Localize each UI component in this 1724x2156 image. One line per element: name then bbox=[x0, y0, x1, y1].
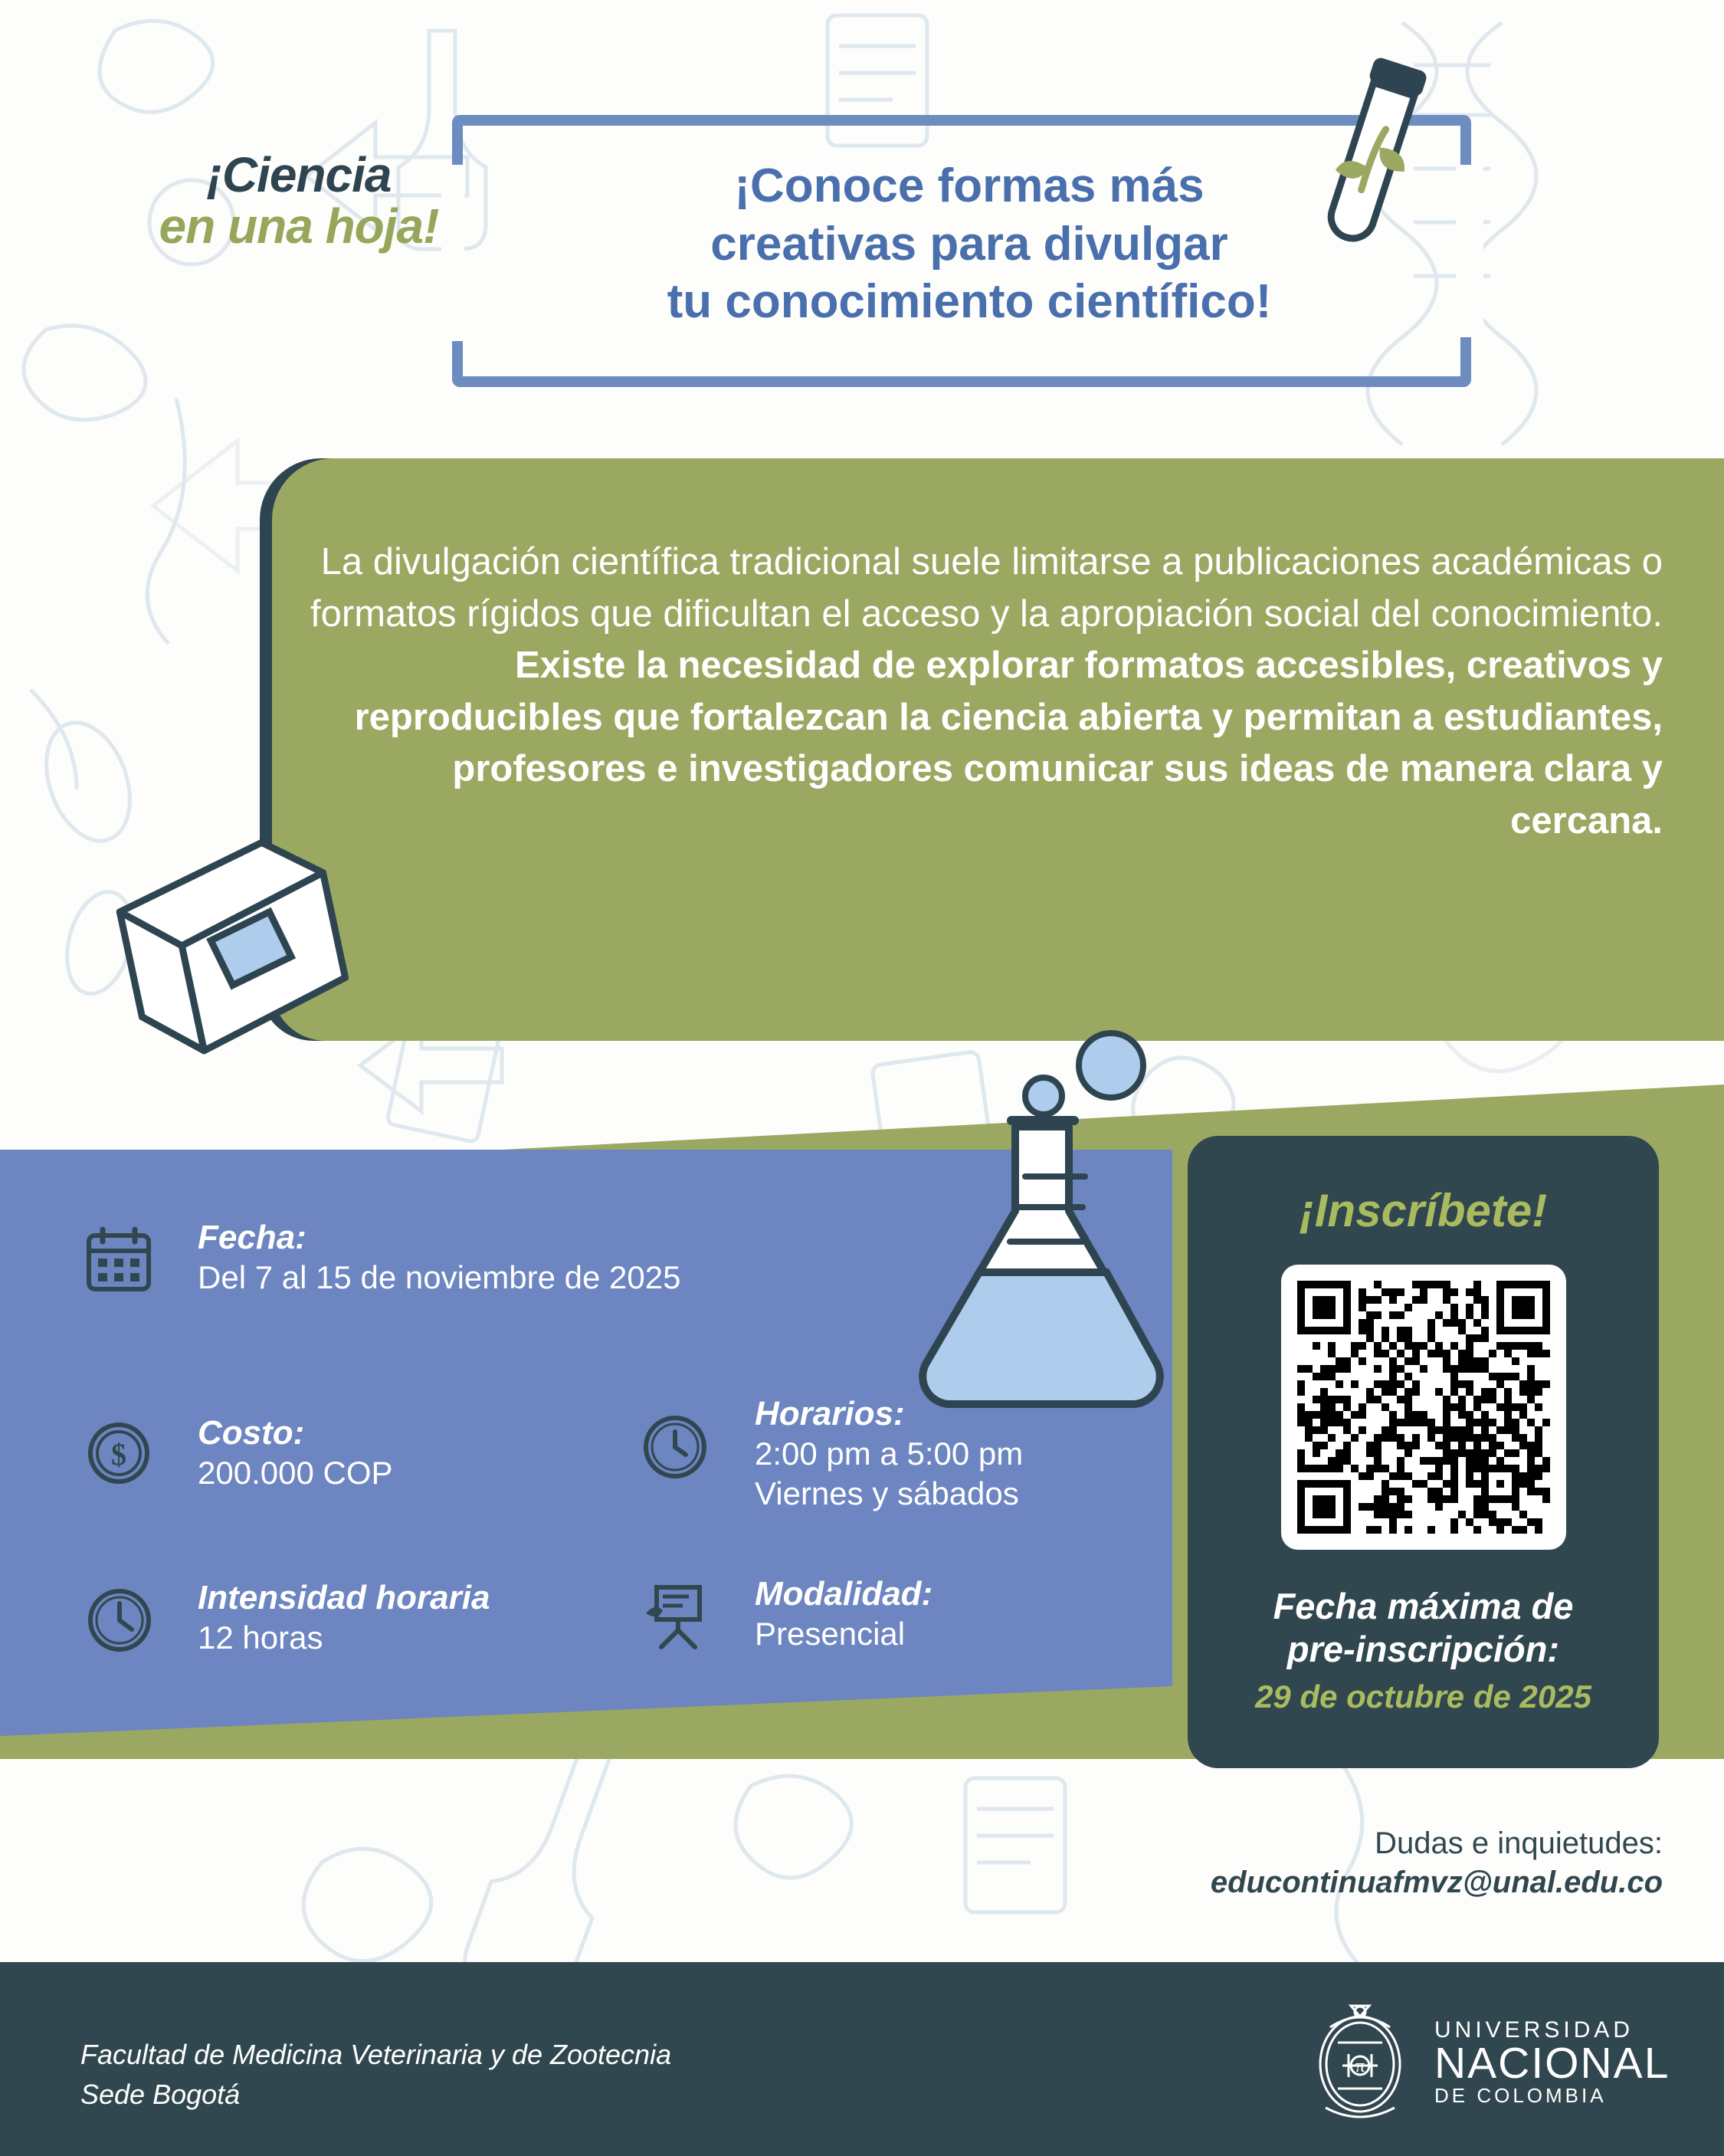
poster-subtitle-line2: creativas para divulgar bbox=[710, 217, 1228, 271]
detail-costo bbox=[84, 1414, 544, 1493]
detail-fecha-label: Fecha: bbox=[198, 1219, 306, 1256]
detail-horarios-label: Horarios: bbox=[755, 1395, 905, 1432]
detail-horarios bbox=[640, 1395, 1115, 1514]
footer-faculty-block bbox=[80, 2035, 671, 2115]
footer-campus: Sede Bogotá bbox=[80, 2079, 241, 2111]
deadline-date: 29 de octubre de 2025 bbox=[1255, 1679, 1591, 1715]
intro-text bbox=[306, 537, 1663, 848]
university-logo bbox=[1303, 1997, 1670, 2127]
unal-crest-icon bbox=[1303, 1997, 1418, 2127]
detail-horarios-value-1: 2:00 pm a 5:00 pm bbox=[755, 1435, 1024, 1472]
deadline-label-line2: pre-inscripción: bbox=[1286, 1629, 1560, 1670]
poster-title bbox=[115, 149, 483, 252]
poster-header bbox=[0, 0, 1724, 429]
intro-text-normal: La divulgación científica tradicional suele limitarse a publicaciones académicas o formatos rígidos que dificultan el acceso y la apropiación social del conocimiento. bbox=[310, 541, 1663, 635]
poster-title-line2: en una hoja! bbox=[159, 199, 439, 254]
contact-block bbox=[881, 1824, 1663, 1902]
detail-fecha bbox=[84, 1219, 774, 1298]
deadline-label bbox=[1188, 1585, 1659, 1672]
contact-email[interactable]: educontinuafmvz@unal.edu.co bbox=[1210, 1866, 1663, 1899]
detail-horarios-value-2: Viernes y sábados bbox=[755, 1475, 1019, 1512]
frame-mask-right bbox=[1456, 165, 1483, 337]
detail-modalidad bbox=[640, 1575, 1100, 1654]
poster-title-line1: ¡Ciencia bbox=[206, 147, 392, 202]
svg-text:$: $ bbox=[111, 1437, 126, 1472]
poster-subtitle-line3: tu conocimiento científico! bbox=[667, 275, 1272, 329]
detail-costo-label: Costo: bbox=[198, 1414, 305, 1452]
presentation-icon bbox=[640, 1581, 710, 1652]
poster-subtitle-line1: ¡Conoce formas más bbox=[734, 159, 1205, 212]
detail-intensidad-value: 12 horas bbox=[198, 1619, 323, 1656]
qr-code-image bbox=[1297, 1281, 1550, 1534]
detail-modalidad-label: Modalidad: bbox=[755, 1575, 933, 1613]
university-line2: NACIONAL bbox=[1434, 2038, 1670, 2088]
university-line1: UNIVERSIDAD bbox=[1434, 2017, 1634, 2043]
clock-icon bbox=[640, 1412, 710, 1482]
detail-modalidad-value: Presencial bbox=[755, 1615, 906, 1652]
detail-fecha-value: Del 7 al 15 de noviembre de 2025 bbox=[198, 1258, 681, 1295]
erlenmeyer-flask-icon bbox=[881, 1012, 1211, 1410]
intro-text-bold: Existe la necesidad de explorar formatos accesibles, creativos y reproducibles que fortalezcan la ciencia abierta y permitan a estudiantes, profesores e investigadores comunicar sus ideas de manera clara y cercana. bbox=[354, 645, 1663, 842]
registration-heading: ¡Inscríbete! bbox=[1299, 1185, 1548, 1236]
university-name bbox=[1434, 2019, 1670, 2105]
clock-hours-icon bbox=[84, 1585, 155, 1656]
cost-icon bbox=[84, 1419, 153, 1488]
qr-code[interactable] bbox=[1281, 1265, 1566, 1550]
detail-intensidad-label: Intensidad horaria bbox=[198, 1579, 490, 1616]
footer-faculty: Facultad de Medicina Veterinaria y de Zootecnia bbox=[80, 2039, 672, 2070]
university-line3: DE COLOMBIA bbox=[1434, 2083, 1607, 2107]
deadline-label-line1: Fecha máxima de bbox=[1273, 1586, 1574, 1626]
book-icon bbox=[100, 835, 368, 1065]
contact-label: Dudas e inquietudes: bbox=[1375, 1826, 1663, 1860]
test-tube-sprout-icon bbox=[1283, 54, 1460, 268]
detail-intensidad bbox=[84, 1579, 605, 1658]
detail-costo-value: 200.000 COP bbox=[198, 1454, 393, 1491]
svg-text:π: π bbox=[1355, 2056, 1365, 2076]
calendar-icon bbox=[84, 1225, 153, 1294]
